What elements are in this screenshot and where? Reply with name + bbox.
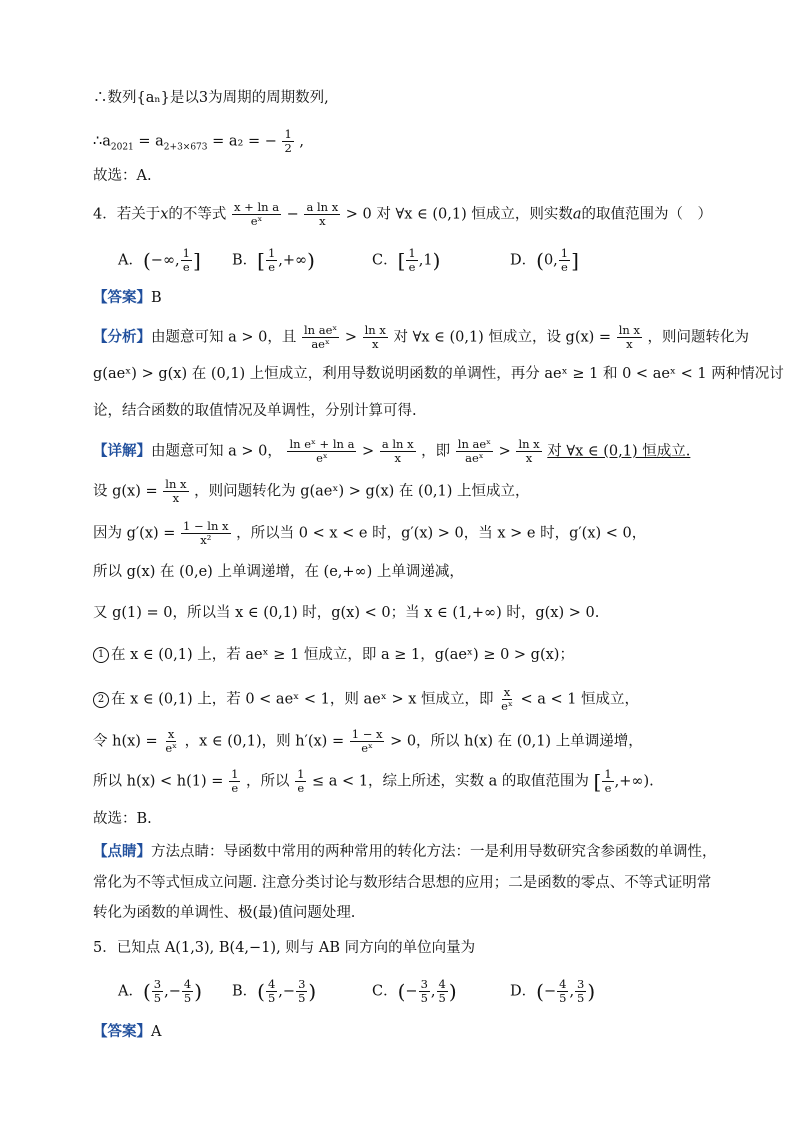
question-5-stem: 5．已知点 A(1,3), B(4,−1), 则与 AB 同方向的单位向量为 (93, 940, 476, 956)
analysis-line-2: g(aeˣ) > g(x) 在 (0,1) 上恒成立，利用导数说明函数的单调性，再分 aeˣ ≥ 1 和 0 < aeˣ < 1 两种情况讨 (93, 366, 784, 382)
detail-line-8: 令 h(x) = $\frac{x}{\text{eˣ}}$ ，x ∈ (0,1)，则 h′(x) = $\frac{1 - x}{\text{eˣ}}$ > 0，所以 h(x) 在 (0,1) 上单调递增， (93, 727, 643, 755)
fraction: $\frac{\text{a ln x}}{x}$ (306, 200, 339, 228)
detail-line-5: 又 g(1) = 0，所以当 x ∈ (0,1) 时，g(x) < 0；当 x ∈ (1,+∞) 时，g(x) > 0. (93, 605, 600, 621)
tip-line-2: 常化为不等式恒成立问题. 注意分类讨论与数形结合思想的应用；二是函数的零点、不等式证明常 (93, 875, 712, 891)
option-a: A．(−∞, $\frac{1}{e}$ ] (118, 246, 201, 274)
fraction: $\frac{\text{x + ln a}}{\text{eˣ}}$ (234, 200, 280, 228)
circled-number: 2 (93, 692, 109, 708)
analysis-line-3: 论，结合函数的取值情况及单调性，分别计算可得. (93, 403, 417, 419)
option-c: C．[ $\frac{1}{e}$ ,1) (372, 246, 441, 274)
detail-line-2: 设 g(x) = $\frac{\text{ln x}}{x}$ ，则问题转化为 g(aeˣ) > g(x) 在 (0,1) 上恒成立， (93, 477, 530, 505)
option-b: B．[ $\frac{1}{e}$ ,+∞) (232, 246, 315, 274)
detail-line-3: 因为 g′(x) = $\frac{\text{1 − ln x}}{\text{x²}}$ ，所以当 0 < x < e 时，g′(x) > 0，当 x > e 时，g′(x) < 0， (93, 519, 647, 547)
option-c: C．(− $\frac{3}{5}$ , $\frac{4}{5}$ ) (372, 977, 457, 1005)
option-d: D．(0, $\frac{1}{e}$ ] (510, 246, 579, 274)
text-line: 故选：A. (93, 168, 152, 184)
fraction: $\frac{1}{2}$ (284, 127, 292, 155)
circled-number: 1 (93, 647, 109, 663)
detail-line-9: 所以 h(x) < h(1) = $\frac{1}{e}$ ，所以 $\frac{1}{e}$ ≤ a < 1，综上所述，实数 a 的取值范围为 [ $\frac{1}{e}$ ,+∞). (93, 767, 654, 795)
analysis-line-1: 【分析】由题意可知 a > 0，且 $\frac{\text{ln aeˣ}}{\text{aeˣ}}$ > $\frac{\text{ln x}}{x}$ 对 ∀x ∈ (0,1) 恒成立，设 g(x) = $\frac{\text{ln x}}{x}$ ，则问题转化为 (93, 323, 750, 351)
question-4-stem: 4．若关于x的不等式 $\frac{\text{x + ln a}}{\text{eˣ}}$ − $\frac{\text{a ln x}}{x}$ > 0 对 ∀x ∈ (0,1) 恒成立，则实数a的取值范围为（ ） (93, 200, 713, 228)
text-line: 故选：B. (93, 811, 152, 827)
text-line: ∴数列{aₙ}是以3为周期的周期数列, (93, 90, 329, 106)
answer-line: 【答案】A (93, 1023, 162, 1040)
tip-line-3: 转化为函数的单调性、极(最)值问题处理. (93, 905, 356, 921)
option-b: B．( $\frac{4}{5}$ ,− $\frac{3}{5}$ ) (232, 977, 317, 1005)
answer-line: 【答案】B (93, 289, 162, 306)
option-d: D．(− $\frac{4}{5}$ , $\frac{3}{5}$ ) (510, 977, 596, 1005)
detail-line-7: 2 在 x ∈ (0,1) 上，若 0 < aeˣ < 1，则 aeˣ > x 恒成立，即 $\frac{x}{\text{eˣ}}$ < a < 1 恒成立， (93, 686, 639, 713)
detail-line-4: 所以 g(x) 在 (0,e) 上单调递增，在 (e,+∞) 上单调递减， (93, 564, 464, 580)
detail-line-1: 【详解】由题意可知 a > 0， $\frac{\text{ln eˣ + ln a}}{\text{eˣ}}$ > $\frac{\text{a ln x}}{x}$ ，即 $\frac{\text{ln aeˣ}}{\text{aeˣ}}$ > $\frac{\text{ln x}}{x}$ 对 ∀x ∈ (0,1) 恒成立. (93, 437, 691, 465)
detail-line-6: 1 在 x ∈ (0,1) 上，若 aeˣ ≥ 1 恒成立，即 a ≥ 1，g(aeˣ) ≥ 0 > g(x)； (93, 645, 574, 665)
option-a: A．( $\frac{3}{5}$ ,− $\frac{4}{5}$ ) (118, 977, 203, 1005)
tip-line-1: 【点睛】方法点睛：导函数中常用的两种常用的转化方法：一是利用导数研究含参函数的单调性， (93, 843, 717, 860)
formula-line: $\therefore a_{2021} = a_{2+3\times 673} = a_2$ = − $\frac{1}{2}$ , (93, 127, 305, 155)
